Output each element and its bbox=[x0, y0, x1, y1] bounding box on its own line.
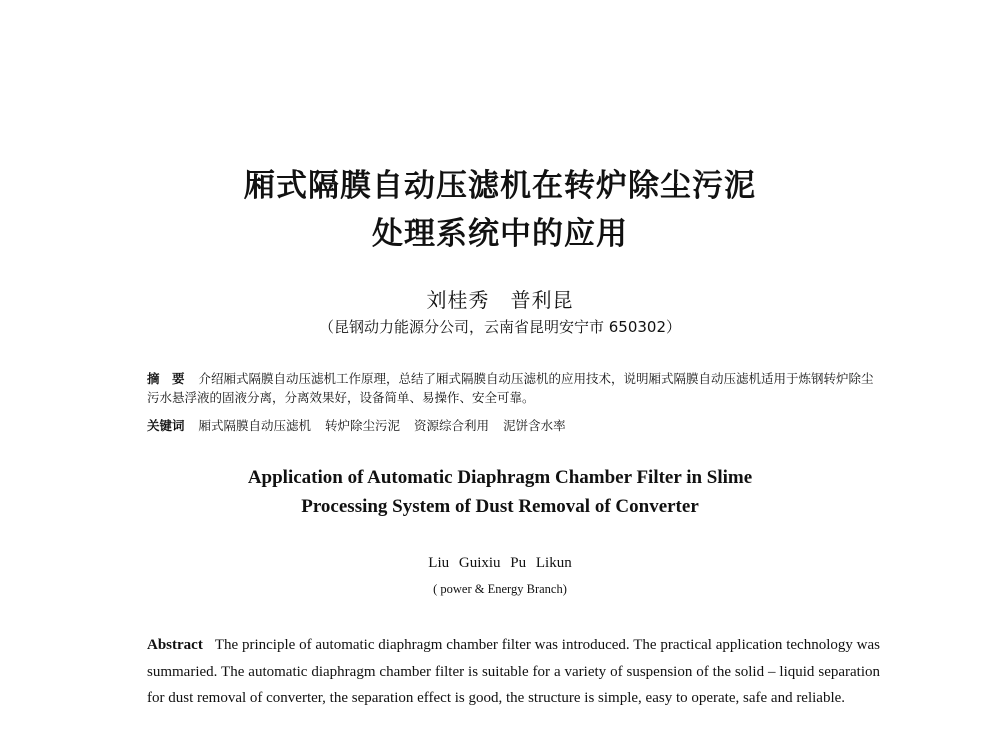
english-abstract-text: The principle of automatic diaphragm chamber filter was introduced. The practical application technology was summaried. The automatic diaphragm chamber filter is suitable for a variety of suspension of the solid – liquid separation for dust removal of converter, the separation effect is good, the structure is simple, easy to operate, safe and reliable. bbox=[147, 637, 880, 706]
keyword: 转炉除尘污泥 bbox=[325, 418, 401, 433]
chinese-authors: 刘桂秀 普利昆 bbox=[426, 288, 574, 312]
chinese-title-line-2: 处理系统中的应用 bbox=[372, 216, 628, 252]
chinese-affiliation: （昆钢动力能源分公司，云南省昆明安宁市 650302） bbox=[318, 318, 682, 336]
english-title-line-1: Application of Automatic Diaphragm Chamber Filter in Slime bbox=[247, 467, 753, 488]
chinese-abstract bbox=[147, 369, 882, 407]
chinese-abstract-text: 介绍厢式隔膜自动压滤机工作原理，总结了厢式隔膜自动压滤机的应用技术，说明厢式隔膜自动压滤机适用于炼钢转炉除尘污水悬浮液的固液分离，分离效果好，设备简单、易操作、安全可靠。 bbox=[147, 371, 874, 405]
chinese-title-line-1: 厢式隔膜自动压滤机在转炉除尘污泥 bbox=[244, 168, 756, 204]
chinese-keywords bbox=[147, 416, 882, 435]
english-title-line-2: Processing System of Dust Removal of Converter bbox=[301, 496, 699, 517]
english-authors: Liu Guixiu Pu Likun bbox=[428, 555, 572, 571]
chinese-abstract-label: 摘 要 bbox=[147, 371, 185, 386]
chinese-keywords-label: 关键词 bbox=[147, 418, 185, 433]
keyword: 厢式隔膜自动压滤机 bbox=[198, 418, 312, 433]
keyword: 资源综合利用 bbox=[414, 418, 490, 433]
english-abstract-label: Abstract bbox=[147, 637, 203, 653]
english-abstract bbox=[147, 632, 880, 712]
english-affiliation: ( power & Energy Branch) bbox=[433, 582, 567, 596]
keyword: 泥饼含水率 bbox=[503, 418, 566, 433]
